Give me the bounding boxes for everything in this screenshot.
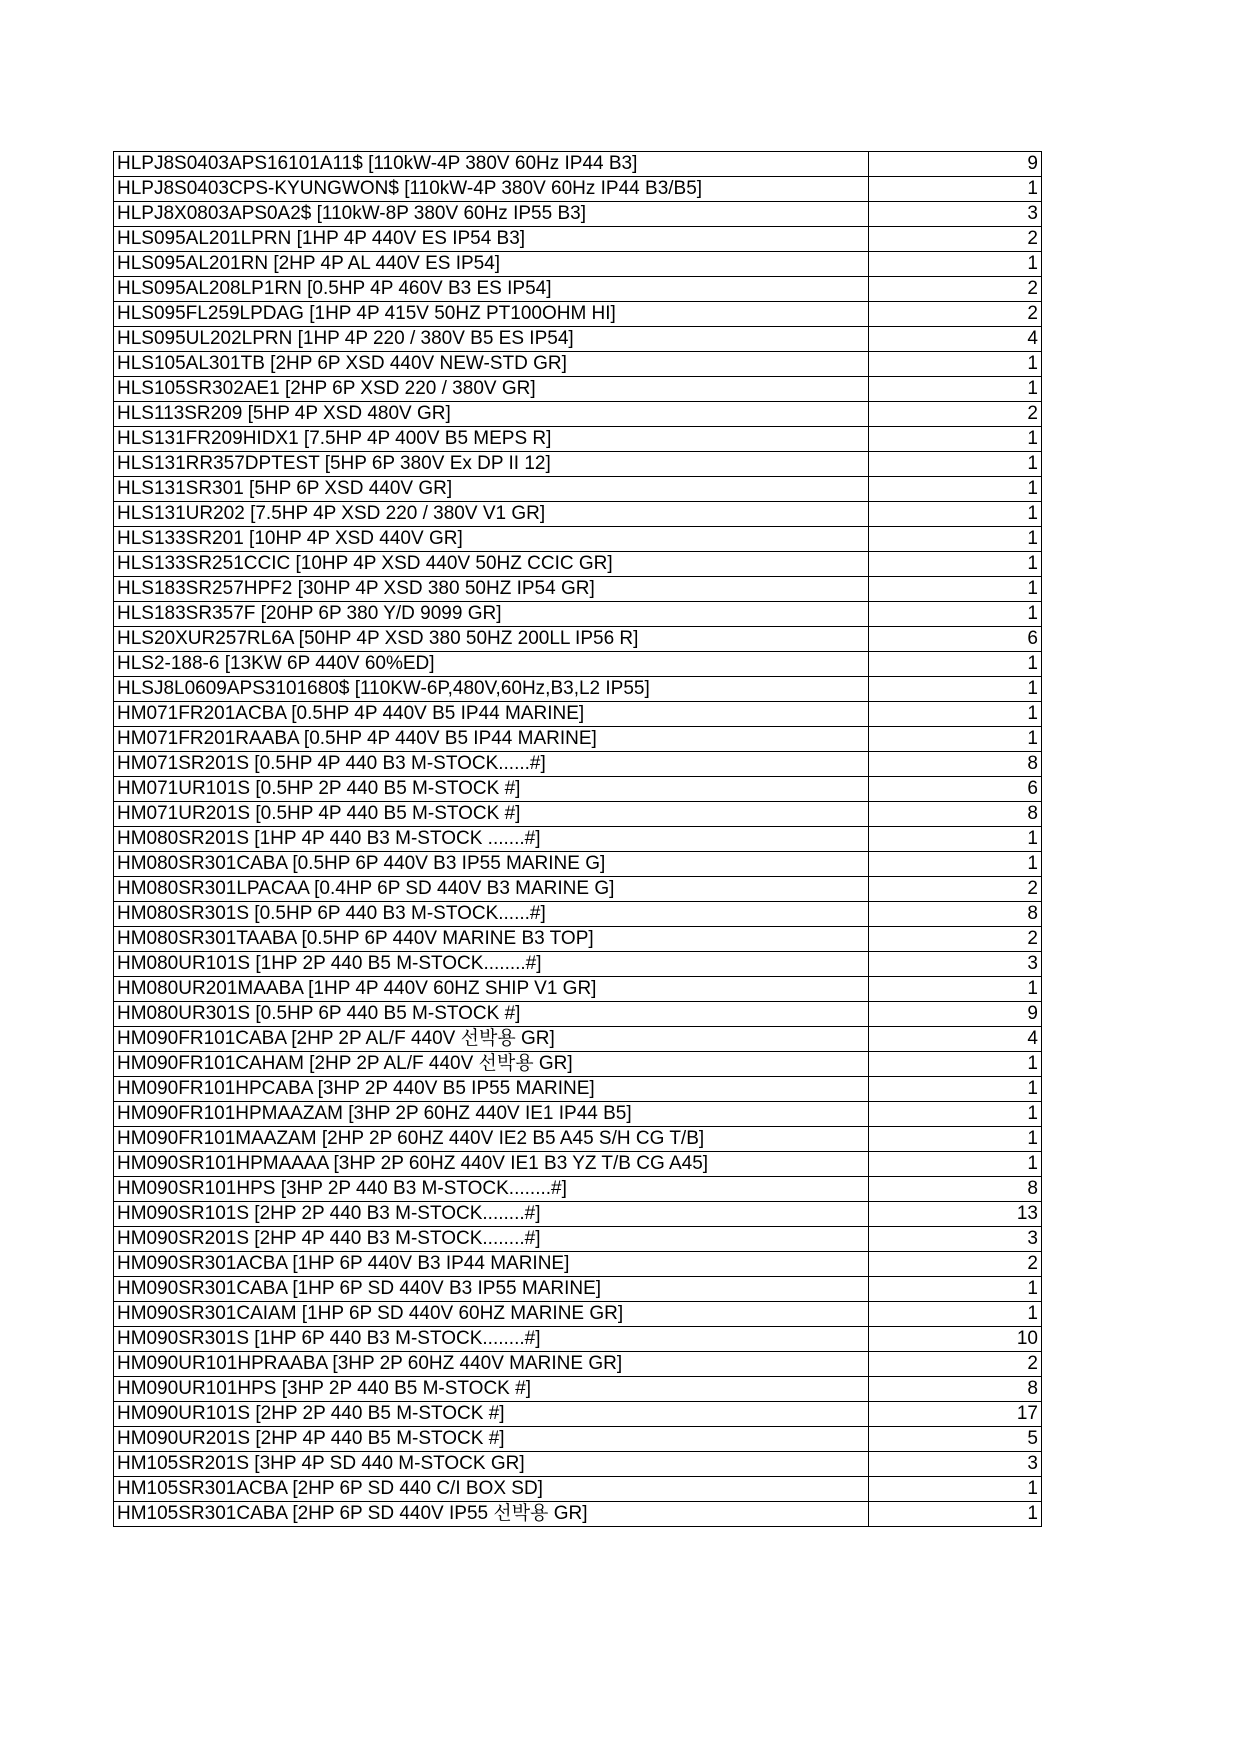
item-description-cell: HM090SR201S [2HP 4P 440 B3 M-STOCK........#] [114, 1227, 869, 1252]
table-row [114, 802, 1042, 827]
item-description-cell: HM105SR201S [3HP 4P SD 440 M-STOCK GR] [114, 1452, 869, 1477]
item-quantity-cell: 1 [869, 527, 1042, 552]
item-description-cell: HLPJ8S0403CPS-KYUNGWON$ [110kW-4P 380V 60Hz IP44 B3/B5] [114, 177, 869, 202]
item-description-cell: HLS113SR209 [5HP 4P XSD 480V GR] [114, 402, 869, 427]
item-description-cell: HLPJ8S0403APS16101A11$ [110kW-4P 380V 60Hz IP44 B3] [114, 152, 869, 177]
item-quantity-cell: 1 [869, 677, 1042, 702]
item-description-cell: HM105SR301ACBA [2HP 6P SD 440 C/I BOX SD] [114, 1477, 869, 1502]
table-row [114, 977, 1042, 1002]
item-description-cell: HLS105SR302AE1 [2HP 6P XSD 220 / 380V GR] [114, 377, 869, 402]
item-quantity-cell: 1 [869, 1277, 1042, 1302]
item-description-cell: HM090SR301S [1HP 6P 440 B3 M-STOCK........#] [114, 1327, 869, 1352]
table-row [114, 527, 1042, 552]
item-quantity-cell: 8 [869, 802, 1042, 827]
inventory-table [113, 151, 1042, 1527]
item-quantity-cell: 1 [869, 502, 1042, 527]
table-row [114, 1202, 1042, 1227]
table-row [114, 1377, 1042, 1402]
table-row [114, 627, 1042, 652]
item-quantity-cell: 2 [869, 877, 1042, 902]
item-description-cell: HM071UR201S [0.5HP 4P 440 B5 M-STOCK #] [114, 802, 869, 827]
table-row [114, 1427, 1042, 1452]
item-description-cell: HLS183SR357F [20HP 6P 380 Y/D 9099 GR] [114, 602, 869, 627]
item-description-cell: HLS105AL301TB [2HP 6P XSD 440V NEW-STD GR] [114, 352, 869, 377]
table-row [114, 752, 1042, 777]
item-quantity-cell: 1 [869, 1127, 1042, 1152]
item-quantity-cell: 17 [869, 1402, 1042, 1427]
item-quantity-cell: 1 [869, 377, 1042, 402]
item-description-cell: HM071FR201ACBA [0.5HP 4P 440V B5 IP44 MARINE] [114, 702, 869, 727]
item-quantity-cell: 3 [869, 202, 1042, 227]
item-quantity-cell: 13 [869, 1202, 1042, 1227]
item-quantity-cell: 1 [869, 552, 1042, 577]
item-description-cell: HM090SR301CAIAM [1HP 6P SD 440V 60HZ MARINE GR] [114, 1302, 869, 1327]
table-row [114, 777, 1042, 802]
item-description-cell: HLSJ8L0609APS3101680$ [110KW-6P,480V,60Hz,B3,L2 IP55] [114, 677, 869, 702]
table-row [114, 727, 1042, 752]
table-row [114, 702, 1042, 727]
table-row [114, 402, 1042, 427]
item-quantity-cell: 2 [869, 1352, 1042, 1377]
table-row [114, 377, 1042, 402]
item-description-cell: HM090SR101HPS [3HP 2P 440 B3 M-STOCK........#] [114, 1177, 869, 1202]
table-row [114, 452, 1042, 477]
item-quantity-cell: 1 [869, 252, 1042, 277]
table-row [114, 877, 1042, 902]
table-row [114, 1052, 1042, 1077]
table-row [114, 352, 1042, 377]
item-quantity-cell: 1 [869, 177, 1042, 202]
item-quantity-cell: 2 [869, 302, 1042, 327]
item-quantity-cell: 1 [869, 702, 1042, 727]
item-quantity-cell: 8 [869, 752, 1042, 777]
item-description-cell: HLS095UL202LPRN [1HP 4P 220 / 380V B5 ES IP54] [114, 327, 869, 352]
item-description-cell: HM090FR101MAAZAM [2HP 2P 60HZ 440V IE2 B5 A45 S/H CG T/B] [114, 1127, 869, 1152]
item-description-cell: HLS131UR202 [7.5HP 4P XSD 220 / 380V V1 GR] [114, 502, 869, 527]
item-description-cell: HLS095AL208LP1RN [0.5HP 4P 460V B3 ES IP54] [114, 277, 869, 302]
item-description-cell: HM090SR301ACBA [1HP 6P 440V B3 IP44 MARINE] [114, 1252, 869, 1277]
item-quantity-cell: 3 [869, 952, 1042, 977]
item-quantity-cell: 2 [869, 1252, 1042, 1277]
table-row [114, 427, 1042, 452]
table-row [114, 902, 1042, 927]
table-row [114, 577, 1042, 602]
item-description-cell: HM080SR301TAABA [0.5HP 6P 440V MARINE B3 TOP] [114, 927, 869, 952]
item-quantity-cell: 8 [869, 1377, 1042, 1402]
item-quantity-cell: 1 [869, 827, 1042, 852]
inventory-table-body [114, 152, 1042, 1527]
item-description-cell: HM090SR101S [2HP 2P 440 B3 M-STOCK........#] [114, 1202, 869, 1227]
item-quantity-cell: 2 [869, 277, 1042, 302]
table-row [114, 852, 1042, 877]
item-description-cell: HLS095FL259LPDAG [1HP 4P 415V 50HZ PT100OHM HI] [114, 302, 869, 327]
item-description-cell: HLPJ8X0803APS0A2$ [110kW-8P 380V 60Hz IP55 B3] [114, 202, 869, 227]
table-row [114, 1277, 1042, 1302]
table-row [114, 252, 1042, 277]
table-row [114, 1352, 1042, 1377]
table-row [114, 302, 1042, 327]
item-description-cell: HM090FR101CABA [2HP 2P AL/F 440V 선박용 GR] [114, 1027, 869, 1052]
table-row [114, 1477, 1042, 1502]
item-description-cell: HM080SR301S [0.5HP 6P 440 B3 M-STOCK......#] [114, 902, 869, 927]
table-row [114, 1402, 1042, 1427]
item-quantity-cell: 1 [869, 452, 1042, 477]
item-description-cell: HM071SR201S [0.5HP 4P 440 B3 M-STOCK......#] [114, 752, 869, 777]
table-row [114, 1252, 1042, 1277]
item-quantity-cell: 2 [869, 402, 1042, 427]
item-quantity-cell: 1 [869, 602, 1042, 627]
item-quantity-cell: 1 [869, 352, 1042, 377]
item-description-cell: HM105SR301CABA [2HP 6P SD 440V IP55 선박용 GR] [114, 1502, 869, 1527]
item-quantity-cell: 1 [869, 1477, 1042, 1502]
item-quantity-cell: 1 [869, 727, 1042, 752]
item-quantity-cell: 1 [869, 1052, 1042, 1077]
item-quantity-cell: 4 [869, 327, 1042, 352]
item-quantity-cell: 1 [869, 577, 1042, 602]
table-row [114, 327, 1042, 352]
table-row [114, 502, 1042, 527]
table-row [114, 1227, 1042, 1252]
table-row [114, 177, 1042, 202]
table-row [114, 602, 1042, 627]
item-description-cell: HM071FR201RAABA [0.5HP 4P 440V B5 IP44 MARINE] [114, 727, 869, 752]
item-description-cell: HM090UR101S [2HP 2P 440 B5 M-STOCK #] [114, 1402, 869, 1427]
table-row [114, 952, 1042, 977]
item-quantity-cell: 3 [869, 1452, 1042, 1477]
item-description-cell: HM090UR201S [2HP 4P 440 B5 M-STOCK #] [114, 1427, 869, 1452]
table-row [114, 1502, 1042, 1527]
item-description-cell: HM090FR101HPCABA [3HP 2P 440V B5 IP55 MARINE] [114, 1077, 869, 1102]
item-description-cell: HM090UR101HPS [3HP 2P 440 B5 M-STOCK #] [114, 1377, 869, 1402]
item-description-cell: HLS095AL201RN [2HP 4P AL 440V ES IP54] [114, 252, 869, 277]
item-description-cell: HM090SR101HPMAAAA [3HP 2P 60HZ 440V IE1 B3 YZ T/B CG A45] [114, 1152, 869, 1177]
item-description-cell: HM080SR201S [1HP 4P 440 B3 M-STOCK .......#] [114, 827, 869, 852]
item-quantity-cell: 1 [869, 1302, 1042, 1327]
item-description-cell: HM090FR101CAHAM [2HP 2P AL/F 440V 선박용 GR] [114, 1052, 869, 1077]
item-description-cell: HM090FR101HPMAAZAM [3HP 2P 60HZ 440V IE1 IP44 B5] [114, 1102, 869, 1127]
table-row [114, 202, 1042, 227]
item-description-cell: HM080SR301LPACAA [0.4HP 6P SD 440V B3 MARINE G] [114, 877, 869, 902]
item-quantity-cell: 1 [869, 1102, 1042, 1127]
item-quantity-cell: 1 [869, 1152, 1042, 1177]
item-description-cell: HM090SR301CABA [1HP 6P SD 440V B3 IP55 MARINE] [114, 1277, 869, 1302]
item-quantity-cell: 9 [869, 152, 1042, 177]
table-row [114, 1177, 1042, 1202]
item-quantity-cell: 9 [869, 1002, 1042, 1027]
table-row [114, 227, 1042, 252]
item-quantity-cell: 6 [869, 777, 1042, 802]
item-description-cell: HLS095AL201LPRN [1HP 4P 440V ES IP54 B3] [114, 227, 869, 252]
item-description-cell: HLS20XUR257RL6A [50HP 4P XSD 380 50HZ 200LL IP56 R] [114, 627, 869, 652]
item-quantity-cell: 8 [869, 902, 1042, 927]
table-row [114, 827, 1042, 852]
table-row [114, 1002, 1042, 1027]
table-row [114, 1452, 1042, 1477]
table-row [114, 277, 1042, 302]
table-row [114, 552, 1042, 577]
item-description-cell: HM080UR101S [1HP 2P 440 B5 M-STOCK........#] [114, 952, 869, 977]
item-description-cell: HLS2-188-6 [13KW 6P 440V 60%ED] [114, 652, 869, 677]
item-quantity-cell: 2 [869, 227, 1042, 252]
item-quantity-cell: 6 [869, 627, 1042, 652]
item-description-cell: HLS183SR257HPF2 [30HP 4P XSD 380 50HZ IP54 GR] [114, 577, 869, 602]
item-quantity-cell: 10 [869, 1327, 1042, 1352]
item-quantity-cell: 8 [869, 1177, 1042, 1202]
item-description-cell: HM090UR101HPRAABA [3HP 2P 60HZ 440V MARINE GR] [114, 1352, 869, 1377]
item-description-cell: HM080UR201MAABA [1HP 4P 440V 60HZ SHIP V1 GR] [114, 977, 869, 1002]
table-row [114, 152, 1042, 177]
item-quantity-cell: 2 [869, 927, 1042, 952]
table-row [114, 477, 1042, 502]
item-description-cell: HM080UR301S [0.5HP 6P 440 B5 M-STOCK #] [114, 1002, 869, 1027]
item-quantity-cell: 1 [869, 1077, 1042, 1102]
table-row [114, 1327, 1042, 1352]
table-row [114, 1027, 1042, 1052]
item-quantity-cell: 5 [869, 1427, 1042, 1452]
table-row [114, 1077, 1042, 1102]
item-description-cell: HLS131FR209HIDX1 [7.5HP 4P 400V B5 MEPS R] [114, 427, 869, 452]
item-quantity-cell: 1 [869, 652, 1042, 677]
item-quantity-cell: 1 [869, 977, 1042, 1002]
table-row [114, 652, 1042, 677]
item-quantity-cell: 1 [869, 852, 1042, 877]
item-quantity-cell: 1 [869, 427, 1042, 452]
item-quantity-cell: 3 [869, 1227, 1042, 1252]
table-row [114, 677, 1042, 702]
item-description-cell: HLS131RR357DPTEST [5HP 6P 380V Ex DP II 12] [114, 452, 869, 477]
item-quantity-cell: 1 [869, 1502, 1042, 1527]
table-row [114, 1302, 1042, 1327]
item-description-cell: HLS131SR301 [5HP 6P XSD 440V GR] [114, 477, 869, 502]
item-quantity-cell: 1 [869, 477, 1042, 502]
item-quantity-cell: 4 [869, 1027, 1042, 1052]
table-row [114, 1127, 1042, 1152]
table-row [114, 1152, 1042, 1177]
table-row [114, 927, 1042, 952]
item-description-cell: HM071UR101S [0.5HP 2P 440 B5 M-STOCK #] [114, 777, 869, 802]
table-row [114, 1102, 1042, 1127]
item-description-cell: HLS133SR201 [10HP 4P XSD 440V GR] [114, 527, 869, 552]
item-description-cell: HM080SR301CABA [0.5HP 6P 440V B3 IP55 MARINE G] [114, 852, 869, 877]
item-description-cell: HLS133SR251CCIC [10HP 4P XSD 440V 50HZ CCIC GR] [114, 552, 869, 577]
